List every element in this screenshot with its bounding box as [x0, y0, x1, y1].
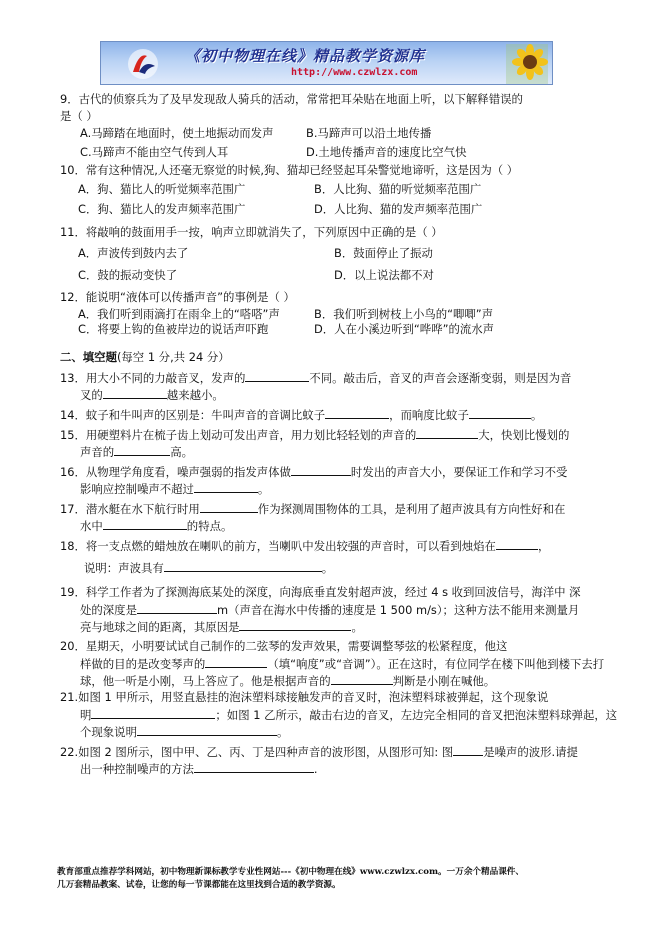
answer-blank[interactable] — [325, 406, 389, 419]
question-16: 16．从物理学角度看，噪声强弱的指发声体做 时发出的声音大小，要保证工作和学习不受 影响应控制噪声不超过 。 — [60, 465, 568, 496]
option-a: A．声波传到鼓内去了 — [78, 246, 189, 260]
question-stem: 是（ ） — [60, 109, 98, 123]
question-18: 18．将一支点燃的蜡烛放在喇叭的前方，当喇叭中发出较强的声音时，可以看到烛焰在 ， 说明：声波具有 。 — [60, 539, 550, 575]
option-b: B．人比狗、猫的听觉频率范围广 — [314, 182, 482, 196]
answer-blank[interactable] — [453, 743, 483, 756]
answer-blank[interactable] — [291, 463, 351, 476]
question-stem: 10．常有这种情况,人还毫无察觉的时候,狗、猫却已经竖起耳朵警觉地谛听，这是因为（ ） — [60, 163, 519, 177]
logo-icon — [125, 46, 161, 82]
answer-blank[interactable] — [496, 537, 538, 550]
document-body — [60, 91, 618, 777]
question-10 — [60, 162, 600, 221]
answer-blank[interactable] — [194, 480, 258, 493]
question-14: 14．蚊子和牛叫声的区别是：牛叫声音的音调比蚊子 ，而响度比蚊子 。 — [60, 408, 543, 422]
section-title: 二、填空题 — [60, 350, 117, 364]
banner-title: 《初中物理在线》精品教学资源库 — [185, 47, 426, 65]
option-c: C．狗、猫比人的发声频率范围广 — [78, 202, 246, 216]
answer-blank[interactable] — [245, 369, 309, 382]
question-12 — [60, 289, 600, 339]
answer-blank[interactable] — [114, 443, 170, 456]
option-c: C．鼓的振动变快了 — [78, 268, 178, 282]
answer-blank[interactable] — [469, 406, 531, 419]
question-22: 22.如图 2 图所示，图中甲、乙、丙、丁是四种声音的波形图，从图形可知: 图 是噪声的波形.请提 出一种控制噪声的方法 . — [60, 745, 578, 776]
section-note: (每空 1 分,共 24 分） — [116, 350, 230, 364]
footer-line: 几万套精品教案、试卷，让您的每一节课都能在这里找到合适的教学资源。 — [57, 880, 341, 890]
question-21: 21.如图 1 甲所示，用竖直悬挂的泡沫塑料球接触发声的音叉时，泡沫塑料球被弹起，这个现象说 明 ；如图 1 乙所示，敲击右边的音叉，左边完全相同的音叉把泡沫塑料球弹起，这 个现象说明 。 — [60, 690, 618, 739]
question-20: 20．星期天，小明要试试自己制作的二弦琴的发声效果，需要调整琴弦的松紧程度，他这 样做的目的是改变琴声的 （填“响度”或“音调”）。正在这时，有位同学在楼下叫他到楼下去打 球，他一听是小刚，马上答应了。他是根据声音的 判断是小刚在喊他。 — [60, 639, 605, 688]
answer-blank[interactable] — [164, 559, 322, 572]
sunflower-icon — [506, 44, 548, 84]
option-d: D.土地传播声音的速度比空气快 — [306, 145, 467, 159]
question-13: 13．用大小不同的力敲音叉，发声的 不同。敲击后，音叉的声音会逐渐变弱，则是因为音 叉的 越来越小。 — [60, 371, 572, 402]
question-stem: 11．将敲响的鼓面用手一按，响声立即就消失了，下列原因中正确的是（ ） — [60, 225, 443, 239]
question-17: 17．潜水艇在水下航行时用 作为探测周围物体的工具，是利用了超声波具有方向性好和在 水中 的特点。 — [60, 502, 566, 533]
option-b: B．鼓面停止了振动 — [334, 246, 433, 260]
question-9 — [60, 91, 600, 162]
answer-blank[interactable] — [194, 760, 314, 773]
answer-blank[interactable] — [91, 706, 215, 719]
question-stem: 9．古代的侦察兵为了及早发现敌人骑兵的活动，常常把耳朵贴在地面上听，以下解释错误的 — [60, 92, 523, 106]
page-footer — [57, 866, 617, 892]
question-19: 19．科学工作者为了探测海底某处的深度，向海底垂直发射超声波，经过 4 s 收到回波信号，海洋中 深 处的深度是 m（声音在海水中传播的速度是 1 500 m/s）；这种方法不能用来测量月 亮与地球之间的距离，其原因是 。 — [60, 585, 581, 634]
option-c: C．将要上钩的鱼被岸边的说话声吓跑 — [78, 322, 269, 336]
footer-line: 教育部重点推荐学科网站，初中物理新课标教学专业性网站---《初中物理在线》www.czwlzx.com。一万余个精品课件、 — [57, 867, 524, 877]
option-d: D．人在小溪边听到“哗哗”的流水声 — [314, 322, 495, 336]
answer-blank[interactable] — [137, 601, 217, 614]
answer-blank[interactable] — [205, 655, 267, 668]
option-a: A．我们听到雨滴打在雨伞上的“嗒嗒”声 — [78, 307, 280, 321]
question-15: 15．用硬塑料片在梳子齿上划动可发出声音，用力划比轻轻划的声音的 大，快划比慢划的 声音的 高。 — [60, 428, 570, 459]
answer-blank[interactable] — [200, 500, 258, 513]
banner-url[interactable]: http://www.czwlzx.com — [291, 67, 418, 78]
question-11 — [60, 224, 600, 289]
question-stem: 12．能说明“液体可以传播声音”的事例是（ ） — [60, 290, 295, 304]
answer-blank[interactable] — [331, 672, 393, 685]
option-d: D．以上说法都不对 — [334, 268, 434, 282]
option-b: B．我们听到树枝上小鸟的“唧唧”声 — [314, 307, 494, 321]
answer-blank[interactable] — [103, 386, 167, 399]
option-a: A．狗、猫比人的听觉频率范围广 — [78, 182, 246, 196]
option-c: C.马蹄声不能由空气传到人耳 — [80, 145, 229, 159]
site-banner — [100, 41, 553, 85]
section-heading — [60, 349, 600, 366]
answer-blank[interactable] — [416, 426, 478, 439]
option-a: A.马蹄踏在地面时，使土地振动而发声 — [80, 126, 274, 140]
answer-blank[interactable] — [137, 723, 277, 736]
option-d: D．人比狗、猫的发声频率范围广 — [314, 202, 483, 216]
option-b: B.马蹄声可以沿土地传播 — [306, 126, 432, 140]
answer-blank[interactable] — [239, 618, 351, 631]
answer-blank[interactable] — [103, 517, 187, 530]
